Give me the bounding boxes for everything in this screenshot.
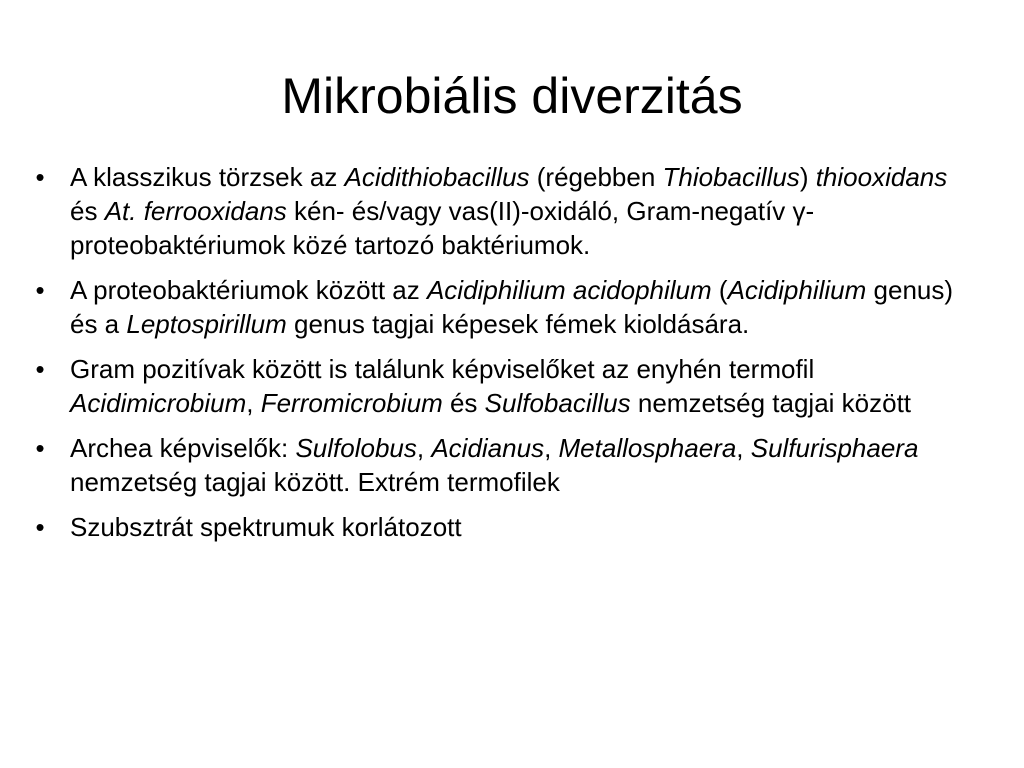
italic-term: Ferromicrobium <box>260 388 443 418</box>
italic-term: Sulfurisphaera <box>750 433 919 463</box>
text-segment: nemzetség tagjai között <box>630 388 912 418</box>
bullet-marker: • <box>35 512 45 542</box>
bullet-item <box>30 273 980 341</box>
bullet-text <box>70 433 918 497</box>
bullet-item <box>30 160 980 262</box>
bullet-item <box>30 352 980 420</box>
italic-term: thiooxidans <box>815 162 948 192</box>
italic-term: Sulfobacillus <box>484 388 631 418</box>
italic-term: Acidianus <box>431 433 545 463</box>
bullet-text <box>70 275 953 339</box>
italic-term: Acidiphilium <box>727 275 867 305</box>
text-segment: nemzetség tagjai között. Extrém termofilek <box>70 467 560 497</box>
text-segment: Gram pozitívak között is találunk képviselőket az enyhén termofil <box>70 354 815 384</box>
bullet-marker: • <box>35 354 45 384</box>
bullet-item <box>30 510 980 544</box>
text-segment: és <box>70 196 105 226</box>
bullet-text <box>70 162 947 260</box>
bullet-marker: • <box>35 275 45 305</box>
text-segment: A klasszikus törzsek az <box>70 162 345 192</box>
text-segment: Archea képviselők: <box>70 433 296 463</box>
bullet-text <box>70 512 462 542</box>
italic-term: Acidimicrobium <box>70 388 247 418</box>
text-segment: és <box>442 388 485 418</box>
text-segment: genus tagjai képesek fémek kioldására. <box>286 309 750 339</box>
italic-term: Acidithiobacillus <box>344 162 530 192</box>
text-segment: , <box>544 433 559 463</box>
text-segment: , <box>246 388 261 418</box>
italic-term: Metallosphaera <box>558 433 737 463</box>
bullet-text <box>70 354 911 418</box>
text-segment: ( <box>711 275 728 305</box>
text-segment: (régebben <box>529 162 663 192</box>
italic-term: Thiobacillus <box>662 162 800 192</box>
bullet-item <box>30 431 980 499</box>
text-segment: , <box>736 433 751 463</box>
italic-term: Sulfolobus <box>295 433 417 463</box>
text-segment: Szubsztrát spektrumuk korlátozott <box>70 512 462 542</box>
bullet-list <box>30 160 980 555</box>
text-segment: , <box>416 433 432 463</box>
slide-title: Mikrobiális diverzitás <box>281 68 743 124</box>
italic-term: At. ferrooxidans <box>104 196 287 226</box>
text-segment: ) <box>799 162 816 192</box>
italic-term: Acidiphilium acidophilum <box>426 275 712 305</box>
bullet-marker: • <box>35 433 45 463</box>
text-segment: genus) és a <box>70 275 954 339</box>
bullet-marker: • <box>35 162 45 192</box>
italic-term: Leptospirillum <box>126 309 287 339</box>
text-segment: kén- és/vagy vas(II)-oxidáló, Gram-negatív γ-proteobaktériumok közé tartozó baktériumok. <box>70 196 815 260</box>
text-segment: A proteobaktériumok között az <box>70 275 427 305</box>
